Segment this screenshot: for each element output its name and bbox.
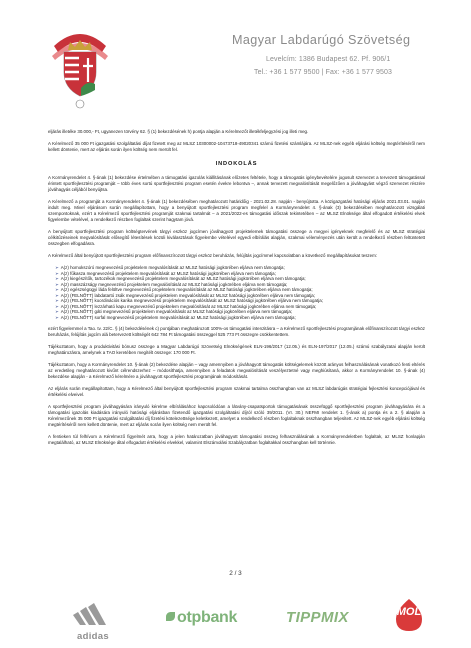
project-element-list (55, 265, 425, 320)
otp-bank-logo (166, 609, 237, 627)
document-body (48, 129, 425, 452)
paragraph: A fentieken túl felhívom a Kérelmező figyelmét arra, hogy a jelen határozatban jóváhagyott támogatási összeg felhasználásának a Kormányrendeletben foglaltak, az MLSZ honlapján megtalálható, az MLSZ Elnöksége által elfogadott értékelési elvekkel, valamint Elszámolási Szabályzatban foglaltakkal összhangban kell történnie. (48, 434, 425, 446)
bullet-icon: ➢ (55, 309, 59, 315)
adidas-stripes-icon (66, 603, 120, 625)
adidas-logo (66, 603, 120, 642)
bullet-icon: ➢ (55, 303, 59, 309)
list-item: ➢ A(z) (FELNŐTT) labdatartó zsák megnevezésű projektelem megvalósítását az MLSZ hatósági jogkörében eljárva nem támogatja; (55, 292, 316, 298)
paragraph: ezért figyelemmel a Tao. tv. 22/C. § (4) bekezdésének c) pontjában meghatározott 100%-os támogatási intenzitásra – a Kérelmező sportfejlesztési programjának előfinanszírozott tárgyi eszköz beruházás, felújítás jogcím alá betervezett költségét 642 784 Ft támogatási összeggel 525 773 Ft összegre csökkentettem. (48, 326, 425, 338)
mol-logo (392, 598, 426, 632)
bullet-icon: ➢ (55, 265, 59, 270)
paragraph: A Kérelmező a programját a Kormányrendelet 4. §-ának (1) bekezdésében meghatározott határidőig - 2021.02.28. napján - benyújtotta. A közigazgatási hatósági eljárás 2021.03.01. napján indult meg. Mivel eljárásom során megállapítottam, hogy a benyújtott sportfejlesztési program megfelel a Kormányrendelet 4. §-ának (3) bekezdésében meghatározott vizsgálati szempontoknak, ezért a Kérelmező sportfejlesztési programját szakmai tartalmát – a 2021/2022-es támogatási időszak tekintetében – az MLSZ Elnöksége által elfogadott értékelési elvek figyelembe vételével, a rendelkező részben foglaltak szerint hagytam jóvá. (48, 199, 425, 222)
paragraph: eljárás illetéke 30.000,- Ft, ugyanezen törvény 62. § (1) bekezdésének h) pontja alapján a Kérelmezőt illetékfeljegyzési jog illeti meg. (48, 129, 309, 134)
list-item: ➢ A(z) fűkasza megnevezésű projektelem megvalósítását az MLSZ hatósági jogkörében eljárva nem támogatja; (55, 270, 276, 276)
bullet-icon: ➢ (55, 287, 59, 293)
otp-wordmark: otpbank (177, 609, 238, 626)
paragraph: A benyújtott sportfejlesztési program költségtervének tárgyi eszköz jogcímen jóváhagyott projektelemek támogatási összege a megyei igényeknek megfelelő és az MLSZ stratégiai célkitűzéseinek megvalósítását elősegítő létesítések közüli kiválasztások figyelembe vételével egyedi elbírálás alapján, szakmai véleményezés után került a rendelkező részben feltüntetett összegben elfogadásra. (48, 229, 425, 246)
paragraph: A sportfejlesztési program jóváhagyására irányuló kérelme elbírálásához kapcsolódóan a látvány-csapatsportok támogatásának összefüggő sportfejlesztési program jóváhagyására és a támogatási igazolás kiadására irányuló hatósági eljárásban fizetendő igazgatási szolgáltatási díjról szóló 39/2011. (VI. 30.) NEFMI rendelet 1. §-ának a) pontja és a 2. § alapján a Kérelmezőnek 35 000 Ft igazgatási szolgáltatási díj fizetési kötelezettsége keletkezett, amelyet a rendelkező részben foglaltaknak összhangban teljesített. Az MLSZ-nek egyéb eljárási költség megtérítéséről nem kellett döntenie, mert az eljárás során ilyen költség nem merült fel. (48, 404, 425, 428)
list-item: ➢ A(z) (FELNŐTT) koordinációs karika megnevezésű projektelem megvalósítását az MLSZ hatósági jogkörében eljárva nem támogatja; (55, 298, 323, 304)
list-item: ➢ A(z) homokszóró megnevezésű projektelem megvalósítását az MLSZ hatósági jogkörében eljárva nem támogatja; (55, 265, 285, 270)
mlsz-crest-logo (50, 10, 110, 110)
list-item: ➢ A(z) kiegészítők, tartozékok megnevezésű projektelem megvalósítását az MLSZ hatósági jogkörében eljárva nem támogatja; (55, 276, 306, 282)
bullet-icon: ➢ (55, 270, 59, 276)
paragraph: A Kormányrendelet 4. §-ának (1) bekezdése értelmében a támogatási igazolás kiállításának előzetes feltétele, hogy a támogatás igénybevételére jogosult szervezet a tervezett támogatással érintett sportfejlesztési programját – több éves sortú sportfejlesztési program esetén évekre lebontva –, annak tervezett megvalósítását megelőzően a jóváhagyást végző szervezet részére jóváhagyás céljából benyújtsa. (48, 175, 425, 192)
postal-address: Levelcím: 1386 Budapest 62. Pf. 906/1 (266, 56, 391, 63)
otp-leaf-icon (166, 612, 175, 621)
paragraph: A Kérelmező 35 000 Ft igazgatási szolgáltatási díjat fizetett meg az MLSZ 10300002-10473718-49020341 számú fizetési számlájára. Az MLSZ-nek egyéb eljárási költség megtérítéséről nem kellett döntenie, mert az eljárás során ilyen költség nem merült fel. (48, 141, 425, 152)
list-item: ➢ A(z) egészségügyi láda felöltve megnevezésű projektelem megvalósítását az MLSZ hatósági jogkörében eljárva nem támogatja; (55, 287, 313, 293)
bullet-icon: ➢ (55, 276, 59, 282)
list-item: ➢ A(z) (FELNŐTT) lezzárható kapu megnevezésű projektelem megvalósítását az MLSZ hatósági jogkörében eljárva nem támogatja; (55, 303, 317, 309)
sponsor-footer (0, 595, 471, 645)
page-number: 2 / 3 (229, 570, 242, 577)
section-heading: INDOKOLÁS (215, 161, 258, 167)
bullet-icon: ➢ (55, 298, 59, 304)
paragraph: A Kérelmező által benyújtott sportfejlesztési program előfinanszírozott tárgyi eszköz beruházás, felújítás jogcímmel kapcsolatban a következő megállapításokat teszem: (48, 253, 378, 258)
list-item: ➢ A(z) (FELNŐTT) gáti megnevezésű projektelem megvalósítását az MLSZ hatósági jogkörében eljárva nem támogatja; (55, 309, 293, 315)
list-item: ➢ A(z) masszázságy megnevezésű projektelem megvalósítását az MLSZ hatósági jogkörében eljárva nem támogatja; (55, 281, 288, 287)
paragraph: Az eljárás során megállapítottam, hogy a Kérelmező által benyújtott sportfejlesztési program szakmai tartalma összhangban van az MLSZ labdarúgás stratégiai fejlesztési koncepciójával és értékelési elveivel. (48, 386, 425, 398)
tippmix-logo: TIPPMIX (286, 609, 349, 626)
list-item: ➢ A(z) (FELNŐTT) sorfal megnevezésű projektelem megvalósítását az MLSZ hatósági jogkörében eljárva nem támogatja; (55, 314, 296, 320)
bullet-icon: ➢ (55, 281, 59, 287)
paragraph: Tájékoztatom, hogy a Kormányrendelet 10. §-ának (2) bekezdése alapján – vagy amennyiben a jóváhagyott támogatás költségelemek között arányos felhasználásának vonatkozó fenti eltérés az eredetileg meghatározott kivűnt célrendszerhez – módosíthatja, amennyiben a feladatok megvalósítását veszélyeztetné vagy meghiúsítaná, akkor a Kormányrendelet 10. §-ának (4) bekezdése alapján - a Kérelmező kérelmére a jóváhagyott sportfejlesztési programjának módosítását. (48, 362, 425, 380)
org-name: Magyar Labdarúgó Szövetség (232, 33, 411, 47)
bullet-icon: ➢ (55, 314, 59, 320)
mol-wordmark: MOL (396, 606, 422, 618)
bullet-icon: ➢ (55, 292, 59, 298)
phone-fax-line: Tel.: +36 1 577 9500 | Fax: +36 1 577 9503 (254, 69, 392, 76)
adidas-wordmark: adidas (77, 631, 109, 642)
paragraph: Tájékoztatom, hogy a produktivitási bónusz összege a Magyar Labdarúgó Szövetség Elnökségének ELN-196/2017 (12.05.) és ELN-197/2017 (12.05.) számú szabályzatai alapján került meghatározásra, amelynek a TAO keretében megítélt összege: 170 000 Ft. (48, 344, 425, 356)
